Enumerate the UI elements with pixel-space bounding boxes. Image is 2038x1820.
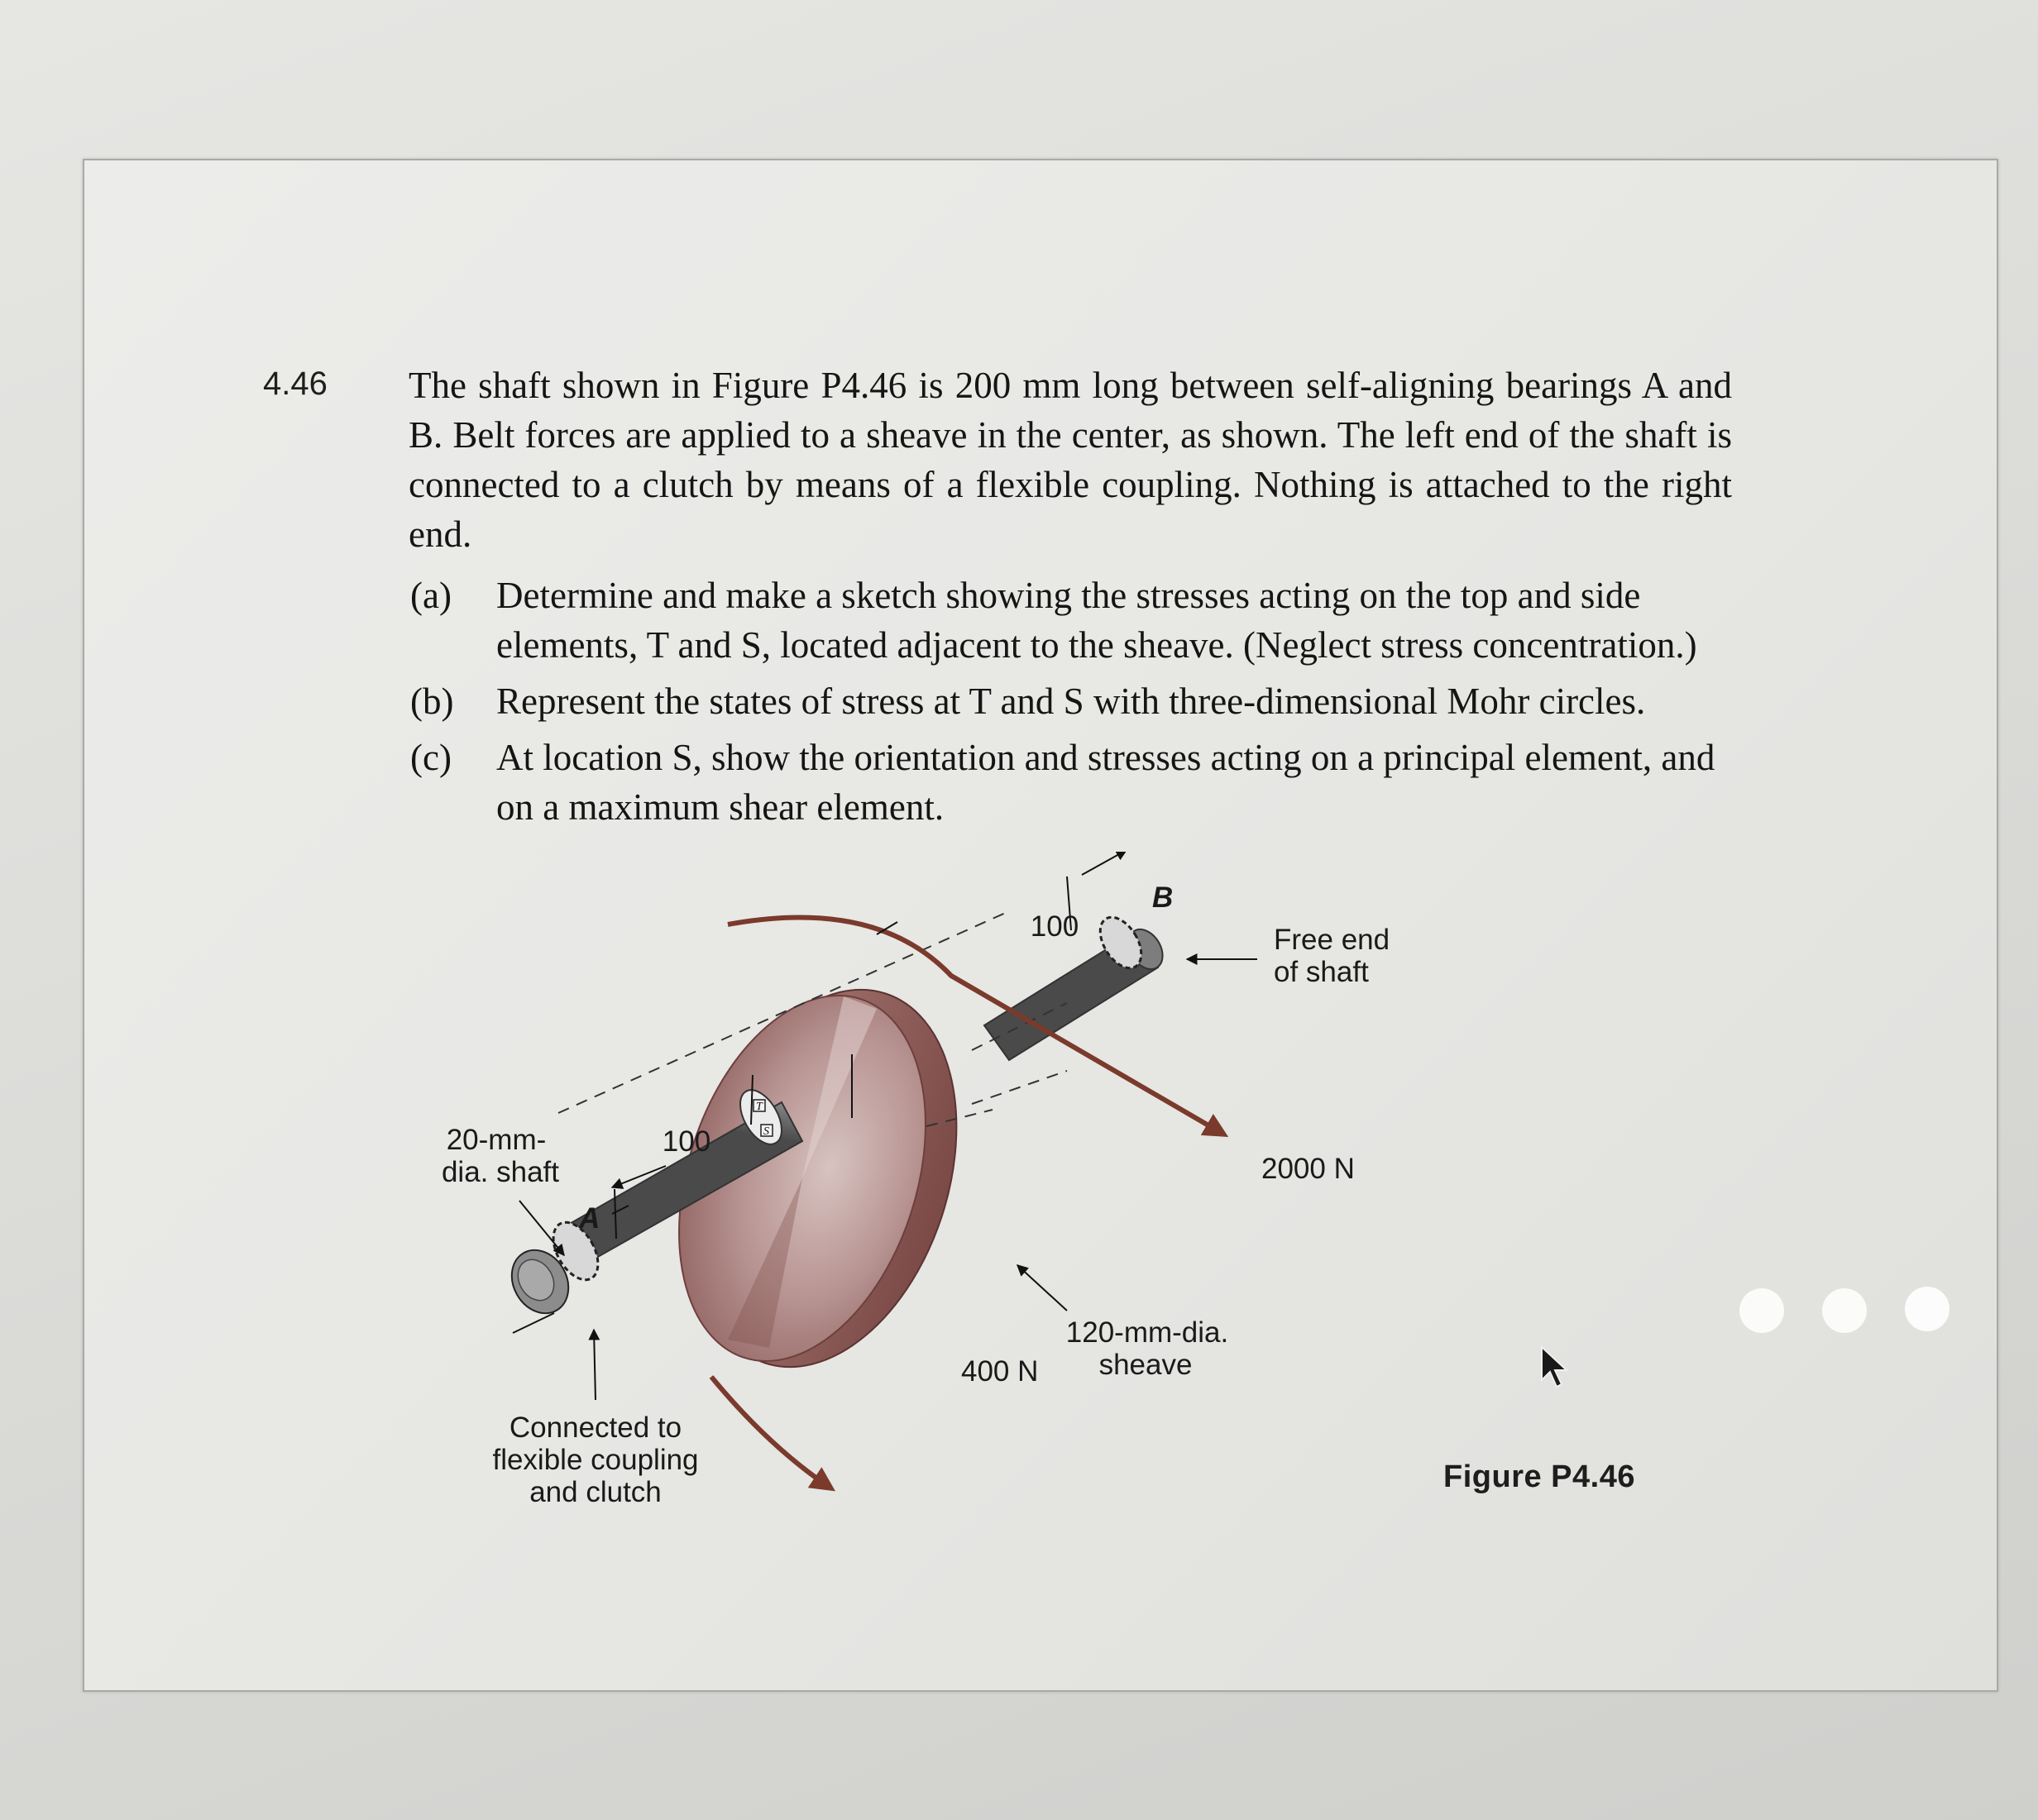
part-a-label: (a) — [410, 575, 452, 616]
part-b-text: Represent the states of stress at T and S with three-dimensional Mohr circles. — [496, 681, 1646, 722]
sheave-dia-label-2: sheave — [1098, 1349, 1193, 1381]
sheave-dia-label-1: 120-mm-dia. — [1065, 1316, 1229, 1349]
force-400-label: 400 N — [961, 1355, 1039, 1388]
element-s-label: S — [763, 1125, 769, 1138]
coupling-label-1: Connected to — [509, 1412, 682, 1444]
problem-number: 4.46 — [263, 365, 328, 402]
dim-left-label: 100 — [662, 1125, 711, 1158]
shaft-figure — [414, 852, 1447, 1513]
shaft-dia-label-1: 20-mm- — [446, 1124, 547, 1156]
bearing-b-label: B — [1152, 881, 1174, 914]
problem-parts — [410, 571, 1734, 838]
free-end-label-1: Free end — [1274, 924, 1390, 956]
shaft-dia-label-2: dia. shaft — [441, 1156, 560, 1188]
part-a — [410, 571, 1734, 670]
force-2000-label: 2000 N — [1261, 1153, 1355, 1185]
part-b — [410, 676, 1734, 726]
free-end-label-2: of shaft — [1274, 956, 1369, 988]
bearing-a-label: A — [579, 1202, 600, 1235]
coupling-label-2: flexible coupling — [492, 1444, 699, 1476]
figure-caption: Figure P4.46 — [1443, 1459, 1635, 1494]
mouse-pointer-icon — [1538, 1344, 1572, 1393]
part-a-text: Determine and make a sketch showing the stresses acting on the top and side elements, T and S, located adjacent to the sheave. (Neglect stress concentration.) — [496, 575, 1697, 666]
part-c — [410, 733, 1734, 832]
problem-statement: The shaft shown in Figure P4.46 is 200 mm long between self-aligning bearings A and B. Belt forces are applied to a sheave in the center, as shown. The left end of the shaft is connected to a clutch by means of a flexible coupling. Nothing is attached to the right end. — [409, 365, 1732, 555]
shaft-right-segment — [984, 923, 1170, 1060]
coupling-label-3: and clutch — [529, 1476, 662, 1508]
part-c-label: (c) — [410, 737, 452, 778]
part-c-text: At location S, show the orientation and stresses acting on a principal element, and on a maximum shear element. — [496, 737, 1715, 828]
loading-dots-icon — [1737, 1278, 1969, 1344]
element-t-label: T — [756, 1101, 763, 1113]
part-b-label: (b) — [410, 681, 454, 722]
dim-right-label: 100 — [1030, 910, 1079, 943]
